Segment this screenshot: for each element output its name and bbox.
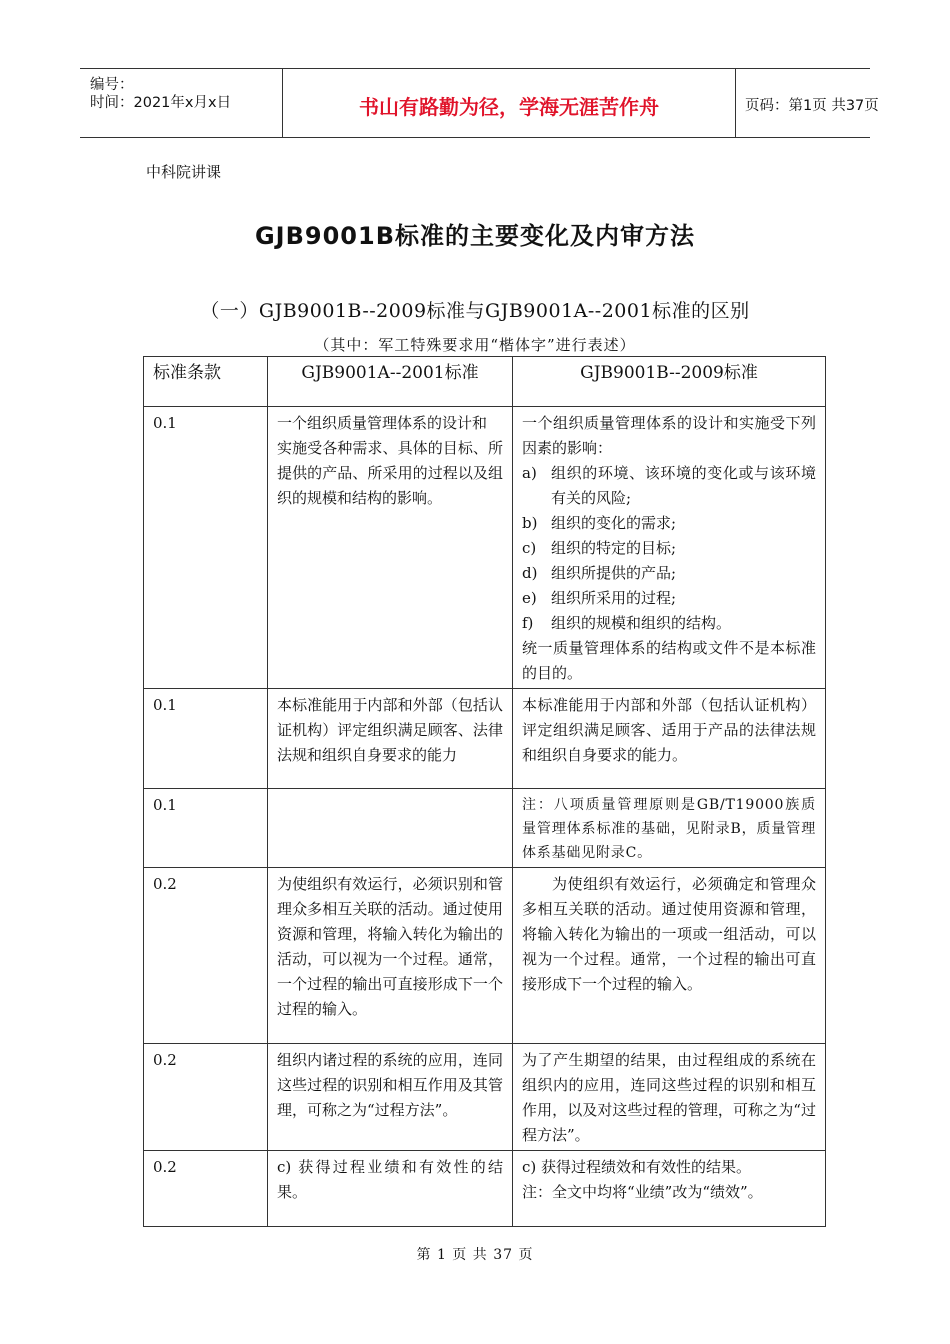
table-row (144, 689, 826, 789)
list-item (522, 586, 816, 611)
gjb9001a-cell: c) 获得过程业绩和有效性的结果。 (268, 1151, 513, 1227)
list-marker: a) (522, 464, 537, 482)
gjb9001b-cell: 注：八项质量管理原则是GB/T19000族质量管理体系标准的基础，见附录B，质量管理体系基础见附录C。 (513, 789, 826, 868)
header-page-cell (735, 69, 879, 137)
document-title: GJB9001B标准的主要变化及内审方法 (254, 222, 695, 250)
list-marker: b) (522, 514, 538, 532)
cell-line: c) 获得过程绩效和有效性的结果。 (522, 1158, 752, 1176)
header-clause: 标准条款 (144, 357, 268, 407)
gjb9001a-cell: 为使组织有效运行，必须识别和管理众多相互关联的活动。通过使用资源和管理，将输入转化为输出的活动，可以视为一个过程。通常，一个过程的输出可直接形成下一个过程的输入。 (268, 868, 513, 1044)
document-number-label: 编号： (90, 77, 134, 93)
cell-line: 实施受各种需求、具体的目标、所提供的产品、所采用的过程以及组织的规模和结构的影响。 (277, 439, 503, 507)
document-date-label: 时间：2021年x月x日 (90, 95, 232, 111)
gjb9001b-cell (513, 1151, 826, 1227)
list-item (522, 536, 816, 561)
list-marker: d) (522, 564, 538, 582)
list-text: 组织所采用的过程; (551, 589, 677, 607)
list-marker: c) (522, 539, 537, 557)
list-text: 组织的特定的目标; (551, 539, 677, 557)
list-item (522, 511, 816, 536)
table-row (144, 868, 826, 1044)
gjb9001a-cell (268, 407, 513, 689)
header-motto-cell (282, 69, 736, 137)
lecture-label: 中科院讲课 (146, 163, 222, 181)
list-text: 组织所提供的产品; (551, 564, 677, 582)
table-row (144, 1044, 826, 1151)
cell-line: 一个组织质量管理体系的设计和 (277, 414, 488, 432)
gjb9001a-cell: 本标准能用于内部和外部（包括认证机构）评定组织满足顾客、法律法规和组织自身要求的能力 (268, 689, 513, 789)
header-gjb9001a: GJB9001A--2001标准 (268, 357, 513, 407)
list-text: 组织的环境、该环境的变化或与该环境有关的风险; (551, 464, 816, 507)
list-text: 组织的规模和组织的结构。 (551, 614, 732, 632)
table-header-row (144, 357, 826, 407)
comparison-table (143, 356, 826, 1227)
header-motto: 书山有路勤为径，学海无涯苦作舟 (359, 95, 659, 119)
header-page-number: 页码：第1页 共37页 (745, 98, 879, 114)
list-marker: e) (522, 589, 537, 607)
gjb9001b-cell: 为了产生期望的结果，由过程组成的系统在组织内的应用，连同这些过程的识别和相互作用，以及对这些过程的管理，可称之为“过程方法”。 (513, 1044, 826, 1151)
section-heading: （一）GJB9001B--2009标准与GJB9001A--2001标准的区别 (200, 300, 750, 322)
cell-outro: 统一质量管理体系的结构或文件不是本标准的目的。 (522, 639, 816, 682)
section-note: （其中：军工特殊要求用“楷体字”进行表述） (314, 336, 636, 354)
table-row (144, 789, 826, 868)
list-text: 组织的变化的需求; (551, 514, 677, 532)
page-header (80, 68, 879, 138)
clause-cell: 0.1 (144, 407, 268, 689)
clause-cell: 0.2 (144, 868, 268, 1044)
list-item (522, 611, 816, 636)
list-item (522, 561, 816, 586)
cell-note: 注：全文中均将“业绩”改为“绩效”。 (522, 1183, 763, 1201)
clause-cell: 0.1 (144, 689, 268, 789)
header-meta-cell (80, 69, 282, 137)
clause-cell: 0.2 (144, 1044, 268, 1151)
list-marker: f) (522, 614, 534, 632)
gjb9001b-cell: 本标准能用于内部和外部（包括认证机构）评定组织满足顾客、适用于产品的法律法规和组织自身要求的能力。 (513, 689, 826, 789)
page-footer: 第 1 页 共 37 页 (416, 1247, 534, 1263)
table-row (144, 1151, 826, 1227)
gjb9001b-cell: 为使组织有效运行，必须确定和管理众多相互关联的活动。通过使用资源和管理，将输入转化为输出的一项或一组活动，可以视为一个过程。通常，一个过程的输出可直接形成下一个过程的输入。 (513, 868, 826, 1044)
gjb9001a-cell (268, 789, 513, 868)
list-item (522, 461, 816, 511)
clause-cell: 0.1 (144, 789, 268, 868)
gjb9001a-cell: 组织内诸过程的系统的应用，连同这些过程的识别和相互作用及其管理，可称之为“过程方法”。 (268, 1044, 513, 1151)
header-gjb9001b: GJB9001B--2009标准 (513, 357, 826, 407)
table-row (144, 407, 826, 689)
gjb9001b-cell (513, 407, 826, 689)
cell-intro: 一个组织质量管理体系的设计和实施受下列因素的影响： (522, 414, 816, 457)
clause-cell: 0.2 (144, 1151, 268, 1227)
